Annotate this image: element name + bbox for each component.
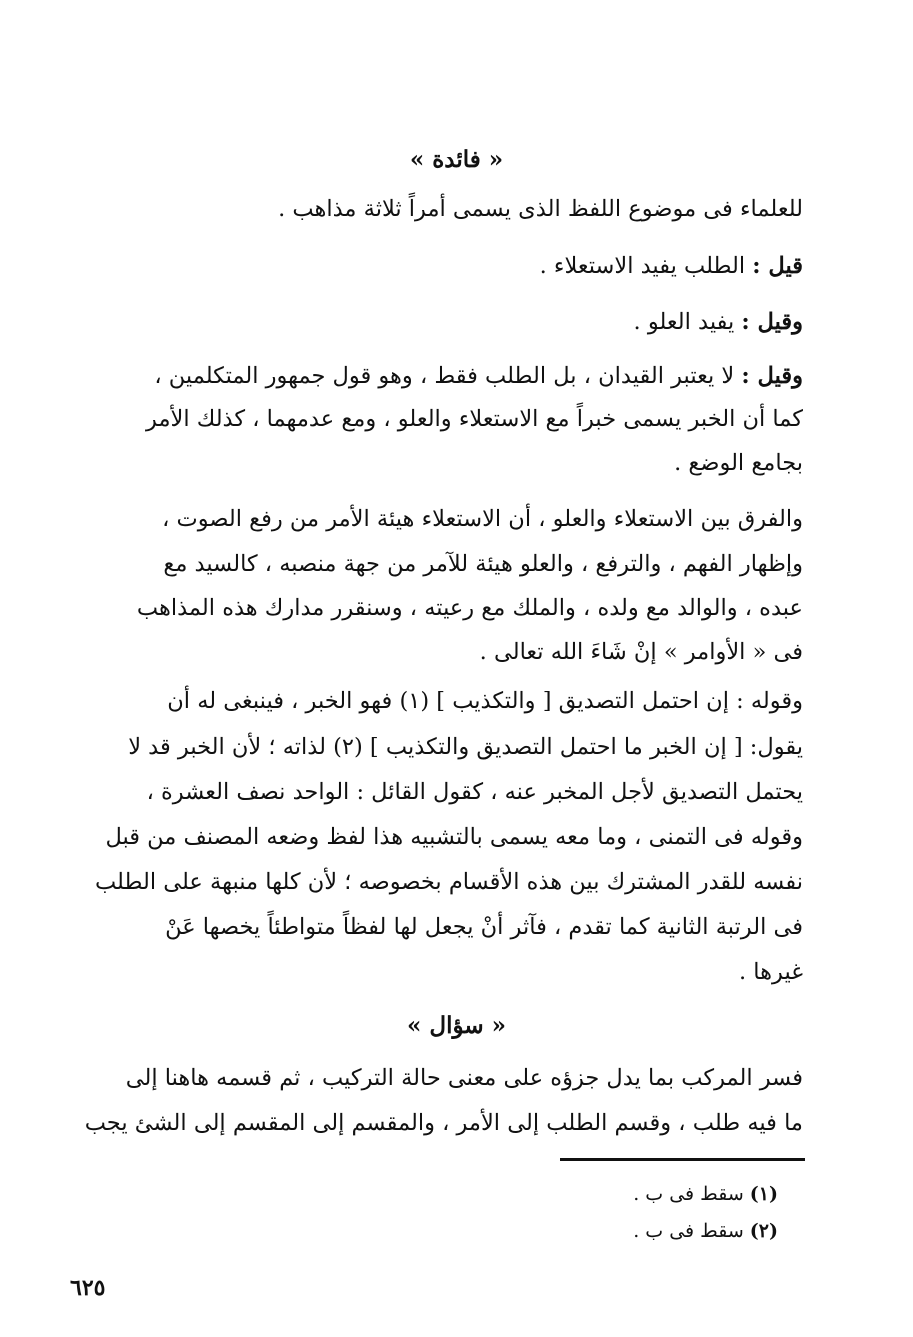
text-line: وقوله : إن احتمل التصديق [ والتكذيب ] (١) فهو الخبر ، فينبغى له أن [167,688,803,714]
text-line: والفرق بين الاستعلاء والعلو ، أن الاستعلاء هيئة الأمر من رفع الصوت ، [162,506,803,532]
footnote-text: سقط فى ب . [633,1220,750,1242]
text-line: يقول: [ إن الخبر ما احتمل التصديق والتكذيب ] (٢) لذاته ؛ لأن الخبر قد لا [128,734,803,760]
text-line: فى « الأوامر » إنْ شَاءَ الله تعالى . [479,639,803,665]
keyword-label: قيل : [752,253,803,279]
text-line: فسر المركب بما يدل جزؤه على معنى حالة التركيب ، ثم قسمه هاهنا إلى [125,1065,803,1091]
text-line [634,311,803,334]
footnote-text: سقط فى ب . [633,1183,750,1205]
text-line: عبده ، والوالد مع ولده ، والملك مع رعيته ، وسنقرر مدارك هذه المذاهب [136,595,803,621]
text-line: يحتمل التصديق لأجل المخبر عنه ، كقول القائل : الواحد نصف العشرة ، [146,779,803,805]
page-number: ٦٢٥ [70,1275,106,1301]
footnote [633,1183,778,1205]
text-line: وقوله فى التمنى ، وما معه يسمى بالتشبيه هذا لفظ وضعه المصنف من قبل [105,824,803,850]
section-heading-sual: « سؤال » [406,1012,507,1039]
text-line: فى الرتبة الثانية كما تقدم ، فآثر أنْ يجعل لها لفظاً متواطئاً يخصها عَنْ [165,914,803,940]
footnote [633,1220,778,1242]
text-line: للعلماء فى موضوع اللفظ الذى يسمى أمراً ثلاثة مذاهب . [278,196,803,222]
text-line [154,365,803,388]
line-text: يفيد العلو . [633,309,742,335]
text-line: ما فيه طلب ، وقسم الطلب إلى الأمر ، والمقسم إلى المقسم إلى الشئ يجب [84,1110,803,1136]
text-line [540,255,803,278]
text-line: غيرها . [739,959,803,985]
footnote-divider [560,1158,805,1161]
text-line: وإظهار الفهم ، والترفع ، والعلو هيئة للآمر من جهة منصبه ، كالسيد مع [163,551,803,577]
text-line: نفسه للقدر المشترك بين هذه الأقسام بخصوصه ؛ لأن كلها منبهة على الطلب [94,869,803,895]
footnote-number: (٢) [749,1220,778,1242]
line-text: لا يعتبر القيدان ، بل الطلب فقط ، وهو قول جمهور المتكلمين ، [154,363,742,389]
footnote-number: (١) [749,1183,778,1205]
text-line: بجامع الوضع . [674,450,803,476]
line-text: الطلب يفيد الاستعلاء . [539,253,753,279]
text-line: كما أن الخبر يسمى خبراً مع الاستعلاء والعلو ، ومع عدمهما ، كذلك الأمر [146,406,803,432]
section-heading-faida: « فائدة » [409,146,504,173]
keyword-label: وقيل : [741,309,803,335]
keyword-label: وقيل : [741,363,803,389]
